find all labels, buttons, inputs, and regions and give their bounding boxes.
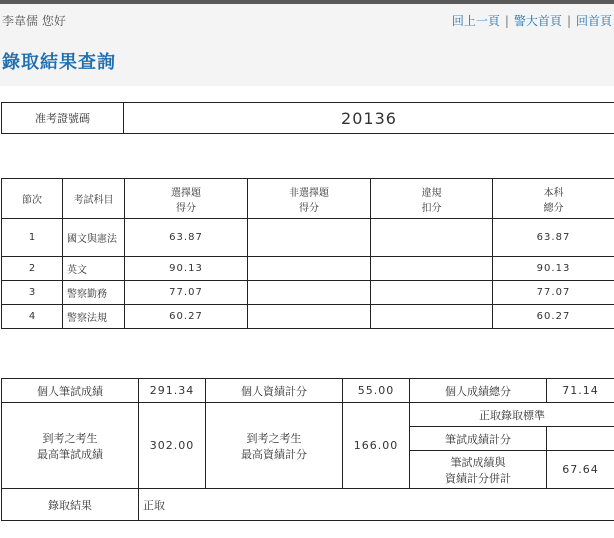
row-subject: 警察法規 — [63, 305, 125, 329]
page-title: 錄取結果查詢 — [2, 52, 116, 73]
nav-separator: | — [566, 14, 571, 28]
credential-score-value: 55.00 — [343, 379, 410, 403]
home-link[interactable]: 回首頁 — [575, 14, 612, 28]
standard-combined-value: 67.64 — [547, 451, 614, 489]
row-penalty — [371, 219, 493, 257]
header-choice: 選擇題 得分 — [125, 179, 248, 219]
row-total-score: 77.07 — [493, 281, 614, 305]
header-section: 節次 — [2, 179, 63, 219]
standard-combined-label: 筆試成績與 資績計分併計 — [410, 451, 547, 489]
standard-written-label: 筆試成績計分 — [410, 427, 547, 451]
row-subject: 警察勤務 — [63, 281, 125, 305]
user-greeting: 李韋儒 您好 — [2, 14, 66, 28]
row-choice-score: 77.07 — [125, 281, 248, 305]
row-choice-score: 60.27 — [125, 305, 248, 329]
admission-standard-title: 正取錄取標準 — [410, 403, 614, 427]
max-credential-label: 到考之考生 最高資績計分 — [206, 403, 343, 489]
admission-ticket-number: 20136 — [124, 103, 614, 134]
max-written-label: 到考之考生 最高筆試成績 — [2, 403, 139, 489]
table-row — [2, 281, 614, 305]
row-nonchoice-score — [248, 305, 371, 329]
back-link[interactable]: 回上一頁 — [451, 14, 500, 28]
written-score-value: 291.34 — [139, 379, 206, 403]
nav-separator: | — [504, 14, 509, 28]
row-total-score: 90.13 — [493, 257, 614, 281]
header-total: 本科 總分 — [493, 179, 614, 219]
university-home-link[interactable]: 警大首頁 — [513, 14, 562, 28]
top-nav — [452, 12, 612, 29]
standard-written-value — [547, 427, 614, 451]
max-written-value: 302.00 — [139, 403, 206, 489]
row-section: 1 — [2, 219, 63, 257]
row-penalty — [371, 257, 493, 281]
row-total-score: 60.27 — [493, 305, 614, 329]
header-nonchoice: 非選擇題 得分 — [248, 179, 371, 219]
top-border — [0, 0, 614, 4]
admission-ticket-table — [1, 102, 614, 134]
row-choice-score: 63.87 — [125, 219, 248, 257]
row-subject: 英文 — [63, 257, 125, 281]
row-nonchoice-score — [248, 257, 371, 281]
row-total-score: 63.87 — [493, 219, 614, 257]
header-penalty: 違規 扣分 — [371, 179, 493, 219]
written-score-label: 個人筆試成績 — [2, 379, 139, 403]
table-row — [2, 219, 614, 257]
row-section: 3 — [2, 281, 63, 305]
score-table — [1, 178, 614, 329]
row-penalty — [371, 281, 493, 305]
total-score-value: 71.14 — [547, 379, 614, 403]
max-credential-value: 166.00 — [343, 403, 410, 489]
row-nonchoice-score — [248, 281, 371, 305]
row-section: 4 — [2, 305, 63, 329]
header-subject: 考試科目 — [63, 179, 125, 219]
result-value: 正取 — [139, 489, 614, 521]
total-score-label: 個人成績總分 — [410, 379, 547, 403]
table-row — [2, 305, 614, 329]
result-label: 錄取結果 — [2, 489, 139, 521]
table-row — [2, 257, 614, 281]
admission-ticket-label: 准考證號碼 — [2, 103, 124, 134]
score-header-row — [2, 179, 614, 219]
row-choice-score: 90.13 — [125, 257, 248, 281]
row-penalty — [371, 305, 493, 329]
row-subject: 國文與憲法 — [63, 219, 125, 257]
summary-table — [1, 378, 614, 521]
credential-score-label: 個人資績計分 — [206, 379, 343, 403]
row-section: 2 — [2, 257, 63, 281]
row-nonchoice-score — [248, 219, 371, 257]
